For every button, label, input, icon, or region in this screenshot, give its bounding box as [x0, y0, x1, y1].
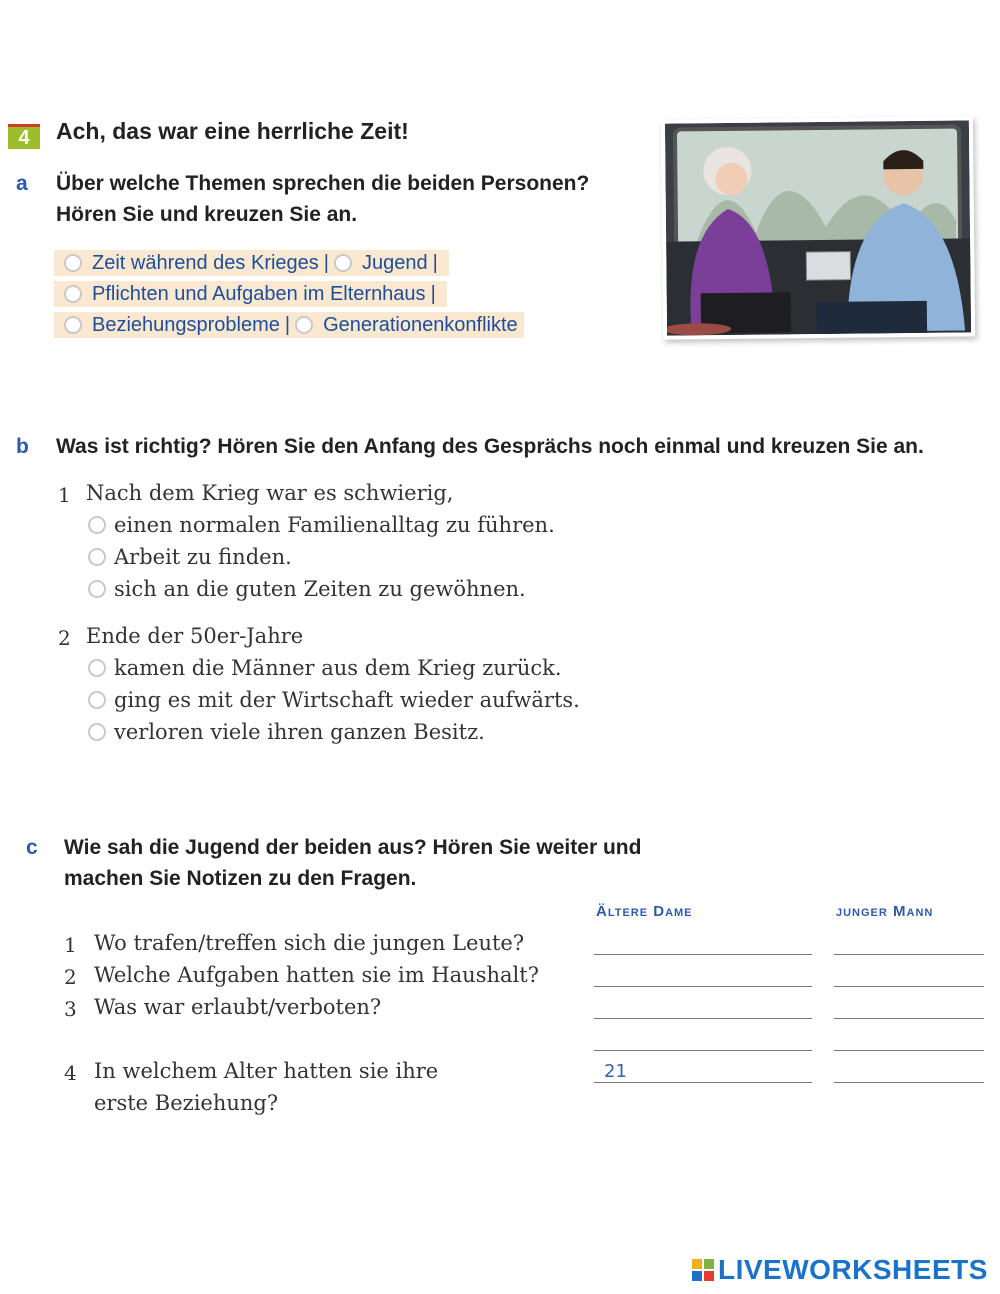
column-header-young-man: junger Mann	[836, 903, 934, 920]
column-header-older-lady: Ältere Dame	[596, 903, 693, 920]
part-a-instruction-line1: Über welche Themen sprechen die beiden Personen?	[56, 172, 590, 195]
part-c-letter: c	[26, 836, 38, 859]
logo-square	[704, 1271, 714, 1281]
handwritten-answer: 21	[604, 1061, 627, 1082]
option-radio-beziehung[interactable]	[64, 316, 82, 334]
part-b-instruction: Was ist richtig? Hören Sie den Anfang des Gesprächs noch einmal und kreuzen Sie an.	[56, 435, 924, 458]
option-radio-generationen[interactable]	[295, 316, 313, 334]
answer-label: kamen die Männer aus dem Krieg zurück.	[114, 656, 562, 680]
answer-line-younger-1[interactable]	[834, 954, 984, 955]
question-number: 2	[64, 965, 77, 989]
answer-option	[88, 720, 485, 744]
question-stem: Ende der 50er-Jahre	[86, 624, 304, 648]
part-a-option-row-2	[54, 281, 447, 307]
answer-radio[interactable]	[88, 580, 106, 598]
question-number: 1	[58, 483, 71, 507]
part-c-instruction-line1: Wie sah die Jugend der beiden aus? Hören Sie weiter und	[64, 836, 642, 859]
liveworksheets-logo-icon	[692, 1259, 714, 1281]
question-text: In welchem Alter hatten sie ihre	[94, 1059, 439, 1083]
answer-option	[88, 513, 555, 537]
separator: |	[323, 251, 329, 274]
answer-line-older-3b[interactable]	[594, 1050, 812, 1051]
option-label-generationen: Generationenkonflikte	[323, 313, 518, 336]
question-text: Wo trafen/treffen sich die jungen Leute?	[94, 931, 525, 955]
separator: |	[430, 282, 436, 305]
part-a-instruction-line2: Hören Sie und kreuzen Sie an.	[56, 203, 358, 226]
logo-square	[692, 1259, 702, 1269]
answer-line-older-4[interactable]	[594, 1082, 812, 1083]
option-radio-jugend[interactable]	[334, 254, 352, 272]
liveworksheets-brand	[692, 1254, 988, 1286]
answer-line-older-2[interactable]	[594, 986, 812, 987]
question-text-continued: erste Beziehung?	[94, 1091, 279, 1115]
answer-option	[88, 577, 526, 601]
option-label-krieg: Zeit während des Krieges	[92, 251, 319, 274]
question-number: 1	[64, 933, 77, 957]
answer-option	[88, 688, 580, 712]
answer-option	[88, 545, 292, 569]
task-number-badge: 4	[8, 124, 40, 149]
answer-radio[interactable]	[88, 723, 106, 741]
answer-option	[88, 656, 562, 680]
answer-line-younger-4[interactable]	[834, 1082, 984, 1083]
logo-square	[692, 1271, 702, 1281]
answer-radio[interactable]	[88, 659, 106, 677]
conversation-photo	[661, 116, 975, 339]
separator: |	[432, 251, 438, 274]
option-radio-pflichten[interactable]	[64, 285, 82, 303]
answer-label: Arbeit zu finden.	[114, 545, 292, 569]
answer-line-older-3[interactable]	[594, 1018, 812, 1019]
answer-radio[interactable]	[88, 691, 106, 709]
option-label-pflichten: Pflichten und Aufgaben im Elternhaus	[92, 282, 426, 305]
option-radio-krieg[interactable]	[64, 254, 82, 272]
train-scene-illustration	[665, 120, 971, 335]
answer-label: einen normalen Familienalltag zu führen.	[114, 513, 555, 537]
answer-label: sich an die guten Zeiten zu gewöhnen.	[114, 577, 526, 601]
option-label-jugend: Jugend	[362, 251, 428, 274]
question-number: 3	[64, 997, 77, 1021]
answer-label: verloren viele ihren ganzen Besitz.	[114, 720, 485, 744]
task-title: Ach, das war eine herrliche Zeit!	[56, 118, 409, 144]
part-a-instruction	[56, 168, 589, 230]
answer-line-younger-3[interactable]	[834, 1018, 984, 1019]
answer-line-younger-3b[interactable]	[834, 1050, 984, 1051]
part-c-instruction	[64, 832, 641, 894]
question-number: 4	[64, 1061, 77, 1085]
part-b-letter: b	[16, 435, 29, 458]
part-c-instruction-line2: machen Sie Notizen zu den Fragen.	[64, 867, 417, 890]
answer-radio[interactable]	[88, 516, 106, 534]
brand-name: LIVEWORKSHEETS	[718, 1254, 988, 1285]
logo-square	[704, 1259, 714, 1269]
part-a-letter: a	[16, 172, 28, 195]
question-text: Welche Aufgaben hatten sie im Haushalt?	[94, 963, 539, 987]
answer-line-younger-2[interactable]	[834, 986, 984, 987]
answer-label: ging es mit der Wirtschaft wieder aufwärts.	[114, 688, 580, 712]
question-stem: Nach dem Krieg war es schwierig,	[86, 481, 454, 505]
option-label-beziehung: Beziehungsprobleme	[92, 313, 280, 336]
part-a-option-row-1	[54, 250, 449, 276]
question-text: Was war erlaubt/verboten?	[94, 995, 382, 1019]
question-number: 2	[58, 626, 71, 650]
answer-radio[interactable]	[88, 548, 106, 566]
part-a-option-row-3	[54, 312, 524, 338]
separator: |	[284, 313, 291, 336]
answer-line-older-1[interactable]	[594, 954, 812, 955]
